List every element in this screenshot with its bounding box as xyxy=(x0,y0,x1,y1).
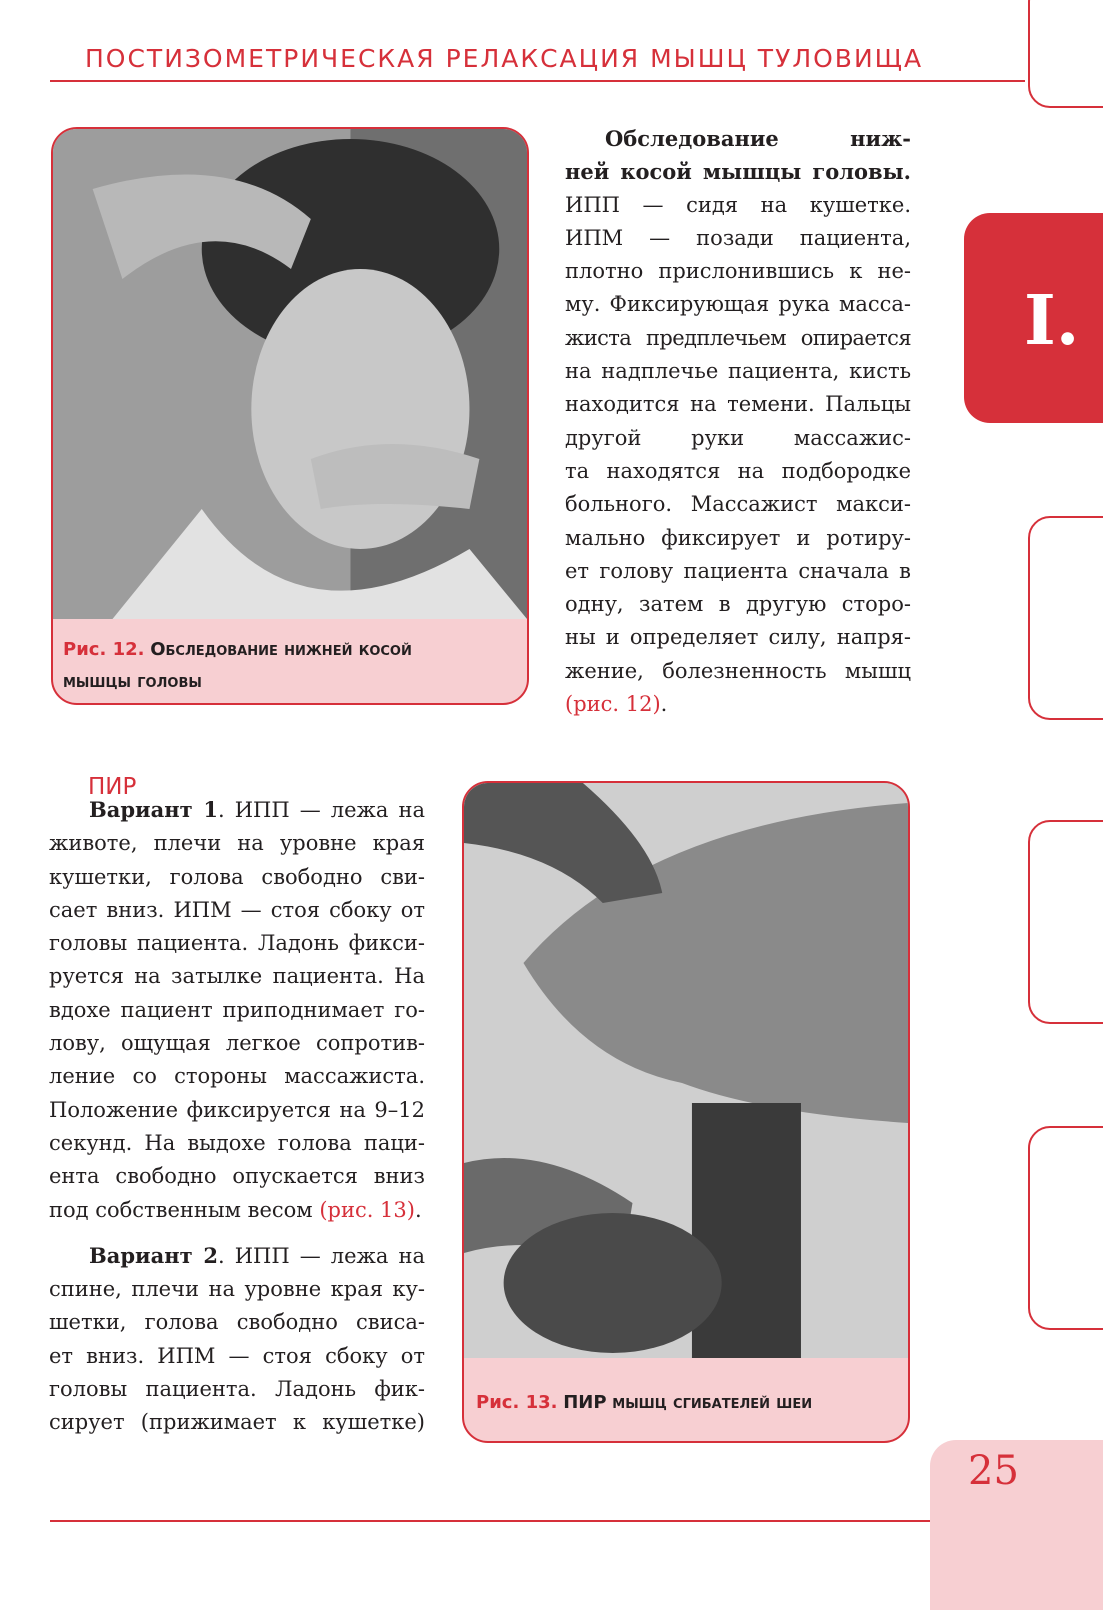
exam-line-13: ет голову пациента сначала в xyxy=(565,558,911,583)
exam-paragraph xyxy=(565,122,911,721)
variants-column xyxy=(49,793,425,1440)
variant1-line-11: ента свободно опускается вниз xyxy=(49,1164,425,1189)
chapter-tab-label: I. xyxy=(1024,281,1080,361)
exam-line-16: жение, болезненность мышц xyxy=(565,658,911,683)
footer-rule xyxy=(50,1520,930,1522)
figure-12-caption-line1: Обследование нижней косой xyxy=(150,639,412,660)
variant1-line-12-text: под собственным весом xyxy=(49,1197,320,1222)
exam-line-4: плотно прислонившись к не- xyxy=(565,259,911,284)
variant1-line-7: лову, ощущая легкое сопротив- xyxy=(49,1031,425,1056)
exam-line-15: ны и определяет силу, напря- xyxy=(565,625,911,650)
exam-line-11: больного. Массажист макси- xyxy=(565,492,911,517)
exam-line-8: находится на темени. Пальцы xyxy=(565,392,911,417)
running-header: ПОСТИЗОМЕТРИЧЕСКАЯ РЕЛАКСАЦИЯ МЫШЦ ТУЛОВИЩА xyxy=(85,44,924,73)
variant2-line-5: сирует (прижимает к кушетке) xyxy=(49,1410,425,1435)
exam-line-9: другой руки массажис- xyxy=(565,425,911,450)
exam-line-2: ИПП — сидя на кушетке. xyxy=(565,192,911,217)
variant1-line-9: Положение фиксируется на 9–12 xyxy=(49,1097,425,1122)
section-heading: ПИР xyxy=(88,774,137,800)
figure-13-reference[interactable]: (рис. 13) xyxy=(319,1197,415,1222)
variant1-ref-tail: . xyxy=(414,1197,422,1222)
exam-line-17 xyxy=(565,688,911,721)
variant1-label: Вариант 1 xyxy=(89,797,218,822)
figure-12-reference[interactable]: (рис. 12) xyxy=(565,692,661,717)
variant1-line-1: животе, плечи на уровне края xyxy=(49,831,425,856)
chapter-tab-2 xyxy=(1028,516,1103,720)
variant1-line-6: вдохе пациент приподнимает го- xyxy=(49,997,425,1022)
variant1-line-4: головы пациента. Ладонь фикси- xyxy=(49,931,425,956)
page-number: 25 xyxy=(968,1448,1019,1494)
chapter-tab-active xyxy=(964,213,1103,423)
header-rule xyxy=(50,80,1025,82)
exam-line-3: ИПМ — позади пациента, xyxy=(565,225,911,250)
exam-line-10: та находятся на подбородке xyxy=(565,458,911,483)
figure-13 xyxy=(462,781,910,1443)
paragraph-gap xyxy=(49,1227,425,1239)
exam-line-12: мально фиксирует и ротиру- xyxy=(565,525,911,550)
chapter-tab-0 xyxy=(1028,0,1103,108)
chapter-tab-4 xyxy=(1028,1126,1103,1330)
variant2-line-4: головы пациента. Ладонь фик- xyxy=(49,1377,425,1402)
exam-line-14: одну, затем в другую сторо- xyxy=(565,592,911,617)
variant1-line-2: кушетки, голова свободно сви- xyxy=(49,864,425,889)
variant2-line-3: ет вниз. ИПМ — стоя сбоку от xyxy=(49,1343,425,1368)
figure-13-photo xyxy=(464,783,908,1358)
figure-12 xyxy=(51,127,529,705)
exam-line-1: ней косой мышцы головы. xyxy=(565,159,911,185)
variant1-line-10: секунд. На выдохе голова паци- xyxy=(49,1130,425,1155)
exam-ref-tail: . xyxy=(660,692,668,717)
variant2-line-1: спине, плечи на уровне края ку- xyxy=(49,1277,425,1302)
exam-line-6: жиста предплечьем опирается xyxy=(565,325,911,350)
figure-13-number: Рис. 13. xyxy=(476,1392,558,1413)
variant2-line-0-text: . ИПП — лежа на xyxy=(217,1243,425,1268)
figure-12-caption xyxy=(63,634,503,698)
variant1-line-0 xyxy=(49,793,425,827)
figure-13-caption-text: мышц сгибателей шеи xyxy=(612,1392,813,1413)
chapter-tab-3 xyxy=(1028,820,1103,1024)
variant1-line-0-text: . ИПП — лежа на xyxy=(217,798,425,822)
exam-line-7: на надплечье пациента, кисть xyxy=(565,359,911,384)
figure-12-caption-line2: мышцы головы xyxy=(63,671,202,692)
variant1-line-8: ление со стороны массажиста. xyxy=(49,1064,425,1089)
variant2-label: Вариант 2 xyxy=(89,1242,218,1268)
exam-line-0: Обследование ниж- xyxy=(605,126,911,151)
variant1-line-12 xyxy=(49,1194,425,1227)
variant2-line-0 xyxy=(49,1239,425,1273)
figure-13-caption-bold: ПИР xyxy=(563,1392,607,1413)
variant2-line-2: шетки, голова свободно свиса- xyxy=(49,1310,425,1335)
exam-line-5: му. Фиксирующая рука масса- xyxy=(565,292,911,317)
variant1-line-5: руется на затылке пациента. На xyxy=(49,964,425,989)
variant1-line-3: сает вниз. ИПМ — стоя сбоку от xyxy=(49,897,425,922)
figure-12-photo xyxy=(53,129,527,619)
figure-12-number: Рис. 12. xyxy=(63,639,145,660)
figure-13-caption xyxy=(476,1387,896,1419)
